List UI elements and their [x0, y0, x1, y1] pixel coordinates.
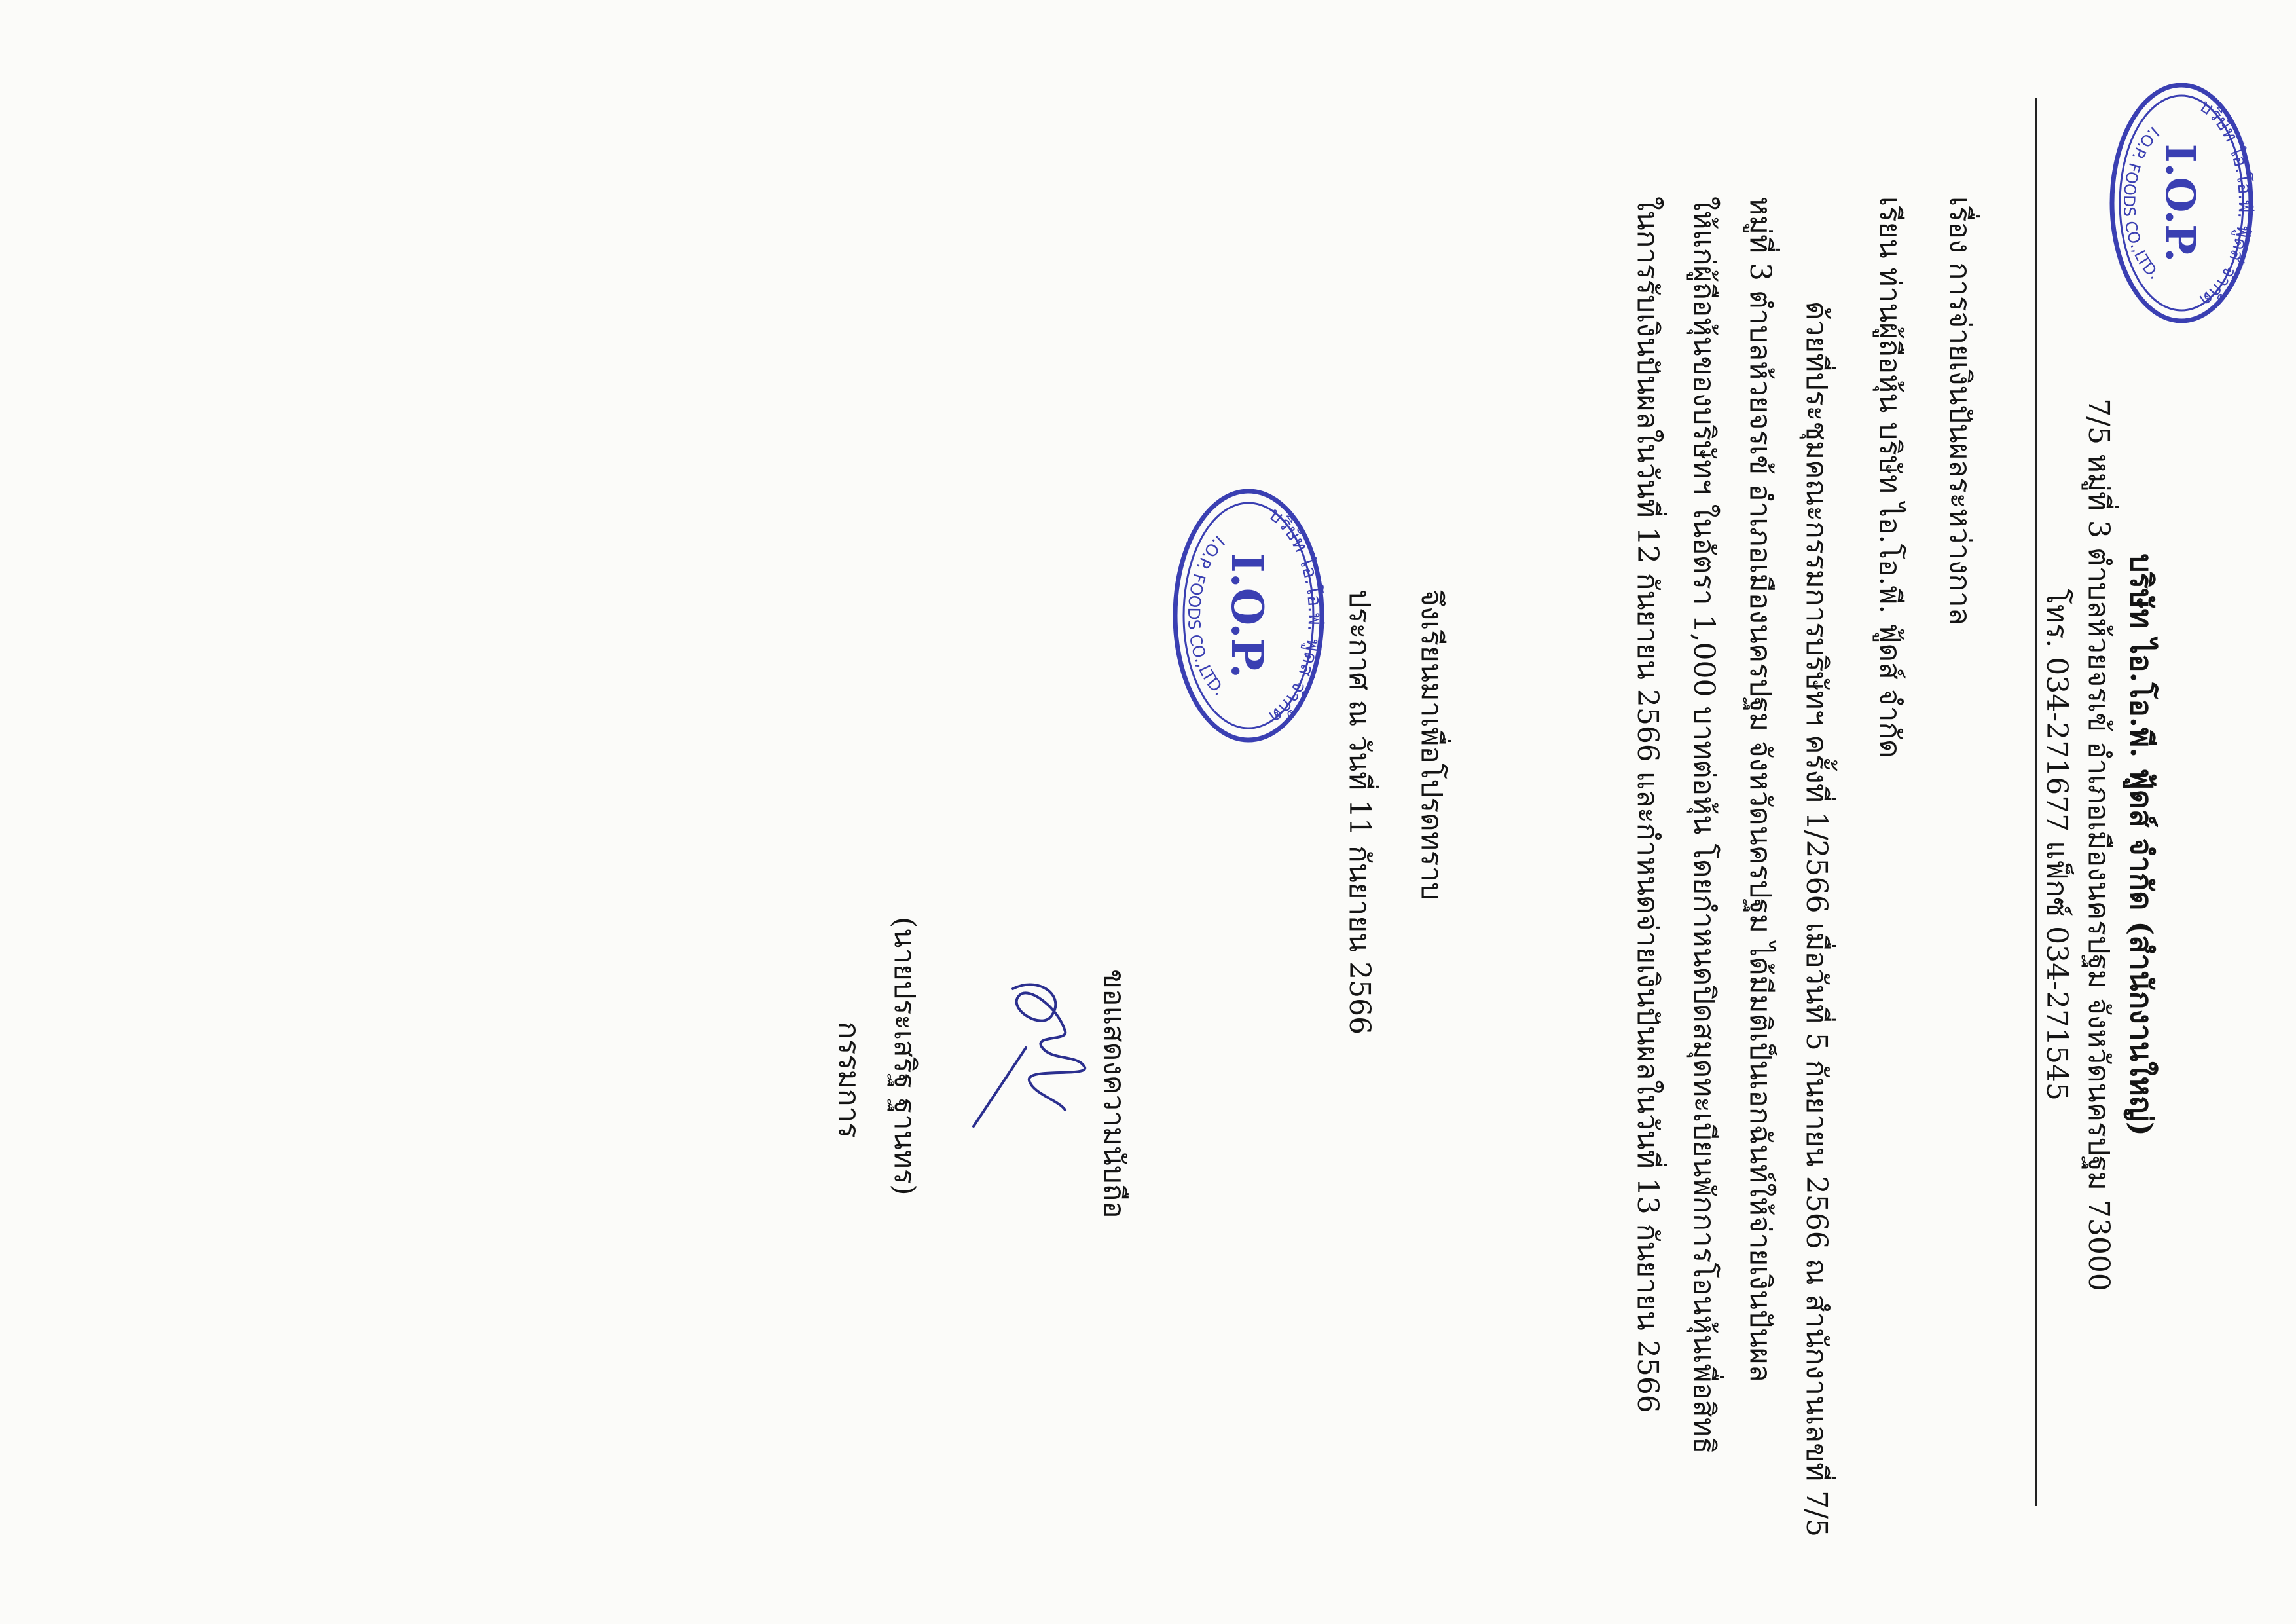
stamp-logo: I.O.P. [1222, 552, 1273, 679]
header-divider [2035, 98, 2037, 1506]
closing-regards: ขอแสดงความนับถือ [1097, 969, 1131, 1219]
company-name: บริษัท ไอ.โอ.พี. ฟู้ดส์ จำกัด (สำนักงานใหญ่) [2124, 553, 2159, 1136]
body-line-3: ให้แก่ผู้ถือหุ้นของบริษัทฯ ในอัตรา 1,000 บาทต่อหุ้น โดยกำหนดปิดสมุดทะเบียนพักการโอนหุ้นเพื่อสิทธิ [1687, 196, 1721, 1454]
company-phone: โทร. 034-271677 แฟ็กซ์ 034-271545 [2040, 589, 2073, 1101]
svg-text:บริษัท ไอ.โอ.พี. ฟู้ดส์ จำกัด [1265, 503, 1326, 728]
company-address: 7/5 หมู่ที่ 3 ตำบลห้วยจรเข้ อำเภอเมืองนครปฐม จังหวัดนครปฐม 73000 [2082, 398, 2115, 1291]
letter-subject: เรื่อง การจ่ายเงินปันผลระหว่างกาล [1943, 196, 1977, 625]
svg-text:บริษัท ไอ.โอ.พี. ฟู้ดส์ จำกัด [2196, 95, 2256, 312]
letter-recipient: เรียน ท่านผู้ถือหุ้น บริษัท ไอ.โอ.พี. ฟู้ดส์ จำกัด [1873, 196, 1906, 758]
stamp-arc-thai: บริษัท ไอ.โอ.พี. ฟู้ดส์ จำกัด [2195, 94, 2257, 312]
stamp-arc-eng: I.O.P. FOODS CO.,LTD. [2119, 122, 2163, 284]
body-line-4: ในการรับเงินปันผลในวันที่ 12 กันยายน 2566 และกำหนดจ่ายเงินปันผลในวันที่ 13 กันยายน 2566 [1631, 196, 1664, 1413]
signer-name: (นายประเสริฐ ฐานทร) [888, 917, 921, 1196]
signer-title: กรรมการ [832, 1022, 866, 1138]
body-line-2: หมู่ที่ 3 ตำบลห้วยจรเข้ อำเภอเมืองนครปฐม จังหวัดนครปฐม ได้มีมติเป็นเอกฉันท์ให้จ่ายเงินปันผล [1743, 196, 1777, 1382]
inform-line: จึงเรียนมาเพื่อโปรดทราบ [1415, 589, 1448, 901]
signature [958, 969, 1104, 1139]
stamp-arc-thai: บริษัท ไอ.โอ.พี. ฟู้ดส์ จำกัด [1265, 502, 1327, 729]
stamp-logo: I.O.P. [2157, 143, 2204, 263]
announce-date: ประกาศ ณ วันที่ 11 กันยายน 2566 [1343, 589, 1376, 1035]
body-line-1: ด้วยที่ประชุมคณะกรรมการบริษัทฯ ครั้งที่ 1/2566 เมื่อวันที่ 5 กันยายน 2566 ณ สำนักงานเลขที่ 7/5 [1800, 301, 1833, 1537]
stamp-arc-eng: I.O.P. FOODS CO.,LTD. [1184, 531, 1229, 700]
company-stamp-middle [1170, 485, 1327, 747]
